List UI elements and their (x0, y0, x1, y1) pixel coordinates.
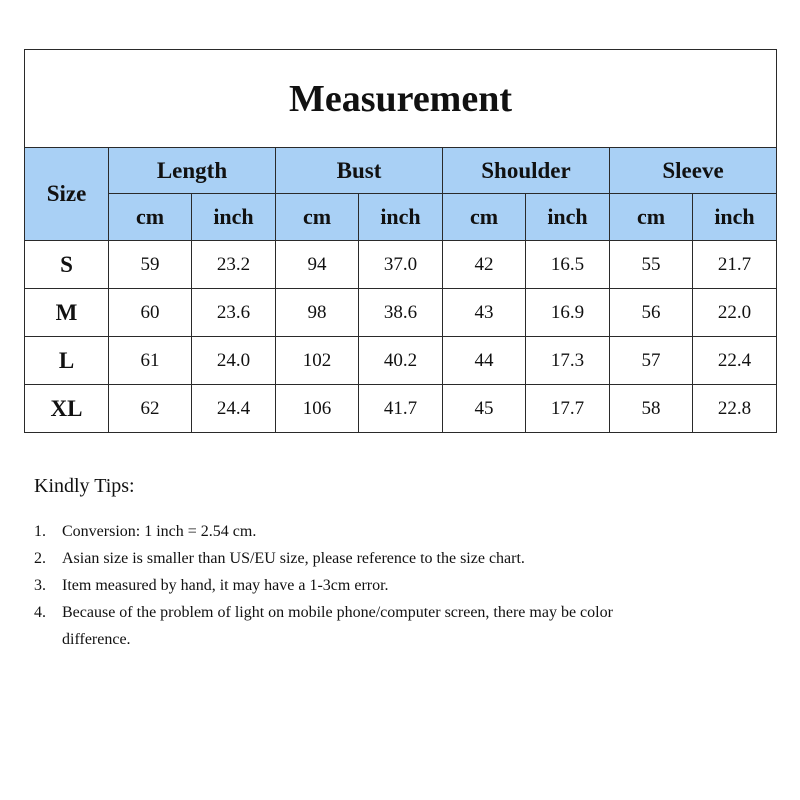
size-label: M (25, 289, 109, 337)
table-cell: 61 (109, 337, 192, 385)
table-row (25, 385, 777, 433)
bust-inch-header: inch (359, 194, 443, 241)
length-cm-header: cm (109, 194, 192, 241)
shoulder-inch-header: inch (526, 194, 610, 241)
table-cell: 22.8 (693, 385, 777, 433)
table-cell: 23.2 (192, 241, 276, 289)
table-cell: 94 (276, 241, 359, 289)
table-cell: 58 (610, 385, 693, 433)
table-cell: 17.3 (526, 337, 610, 385)
table-cell: 44 (443, 337, 526, 385)
bust-header: Bust (276, 148, 443, 194)
table-cell: 16.5 (526, 241, 610, 289)
table-cell: 43 (443, 289, 526, 337)
table-cell: 22.4 (693, 337, 777, 385)
table-cell: 17.7 (526, 385, 610, 433)
list-item (34, 599, 774, 653)
size-label: S (25, 241, 109, 289)
table-row (25, 337, 777, 385)
table-cell: 41.7 (359, 385, 443, 433)
list-item-number: 3. (34, 577, 46, 594)
table-cell: 106 (276, 385, 359, 433)
sleeve-inch-header: inch (693, 194, 777, 241)
table-cell: 57 (610, 337, 693, 385)
bust-cm-header: cm (276, 194, 359, 241)
table-cell: 42 (443, 241, 526, 289)
size-column-header: Size (25, 148, 109, 241)
list-item-text: Asian size is smaller than US/EU size, please reference to the size chart. (62, 550, 525, 567)
table-cell: 37.0 (359, 241, 443, 289)
list-item-number: 2. (34, 550, 46, 567)
table-cell: 62 (109, 385, 192, 433)
length-inch-header: inch (192, 194, 276, 241)
table-cell: 60 (109, 289, 192, 337)
table-cell: 98 (276, 289, 359, 337)
table-cell: 56 (610, 289, 693, 337)
table-cell: 40.2 (359, 337, 443, 385)
table-cell: 21.7 (693, 241, 777, 289)
table-cell: 55 (610, 241, 693, 289)
tips-list (34, 518, 774, 653)
table-row (25, 289, 777, 337)
list-item-text: Conversion: 1 inch = 2.54 cm. (62, 523, 257, 540)
length-header: Length (109, 148, 276, 194)
table-cell: 23.6 (192, 289, 276, 337)
table-cell: 38.6 (359, 289, 443, 337)
table-cell: 59 (109, 241, 192, 289)
list-item-number: 4. (34, 604, 46, 621)
list-item-text: Because of the problem of light on mobile phone/computer screen, there may be color difference. (62, 604, 613, 648)
list-item (34, 518, 774, 545)
tips-title: Kindly Tips: (34, 475, 135, 497)
table-cell: 24.4 (192, 385, 276, 433)
table-cell: 16.9 (526, 289, 610, 337)
list-item (34, 545, 774, 572)
sleeve-header: Sleeve (610, 148, 777, 194)
size-label: XL (25, 385, 109, 433)
list-item (34, 572, 774, 599)
size-label: L (25, 337, 109, 385)
shoulder-cm-header: cm (443, 194, 526, 241)
table-cell: 24.0 (192, 337, 276, 385)
table-cell: 102 (276, 337, 359, 385)
sleeve-cm-header: cm (610, 194, 693, 241)
table-cell: 45 (443, 385, 526, 433)
table-cell: 22.0 (693, 289, 777, 337)
list-item-text: Item measured by hand, it may have a 1-3cm error. (62, 577, 389, 594)
size-chart-table (24, 49, 777, 433)
table-row (25, 241, 777, 289)
table-title: Measurement (25, 50, 777, 148)
kindly-tips-section (34, 475, 774, 653)
shoulder-header: Shoulder (443, 148, 610, 194)
list-item-number: 1. (34, 523, 46, 540)
